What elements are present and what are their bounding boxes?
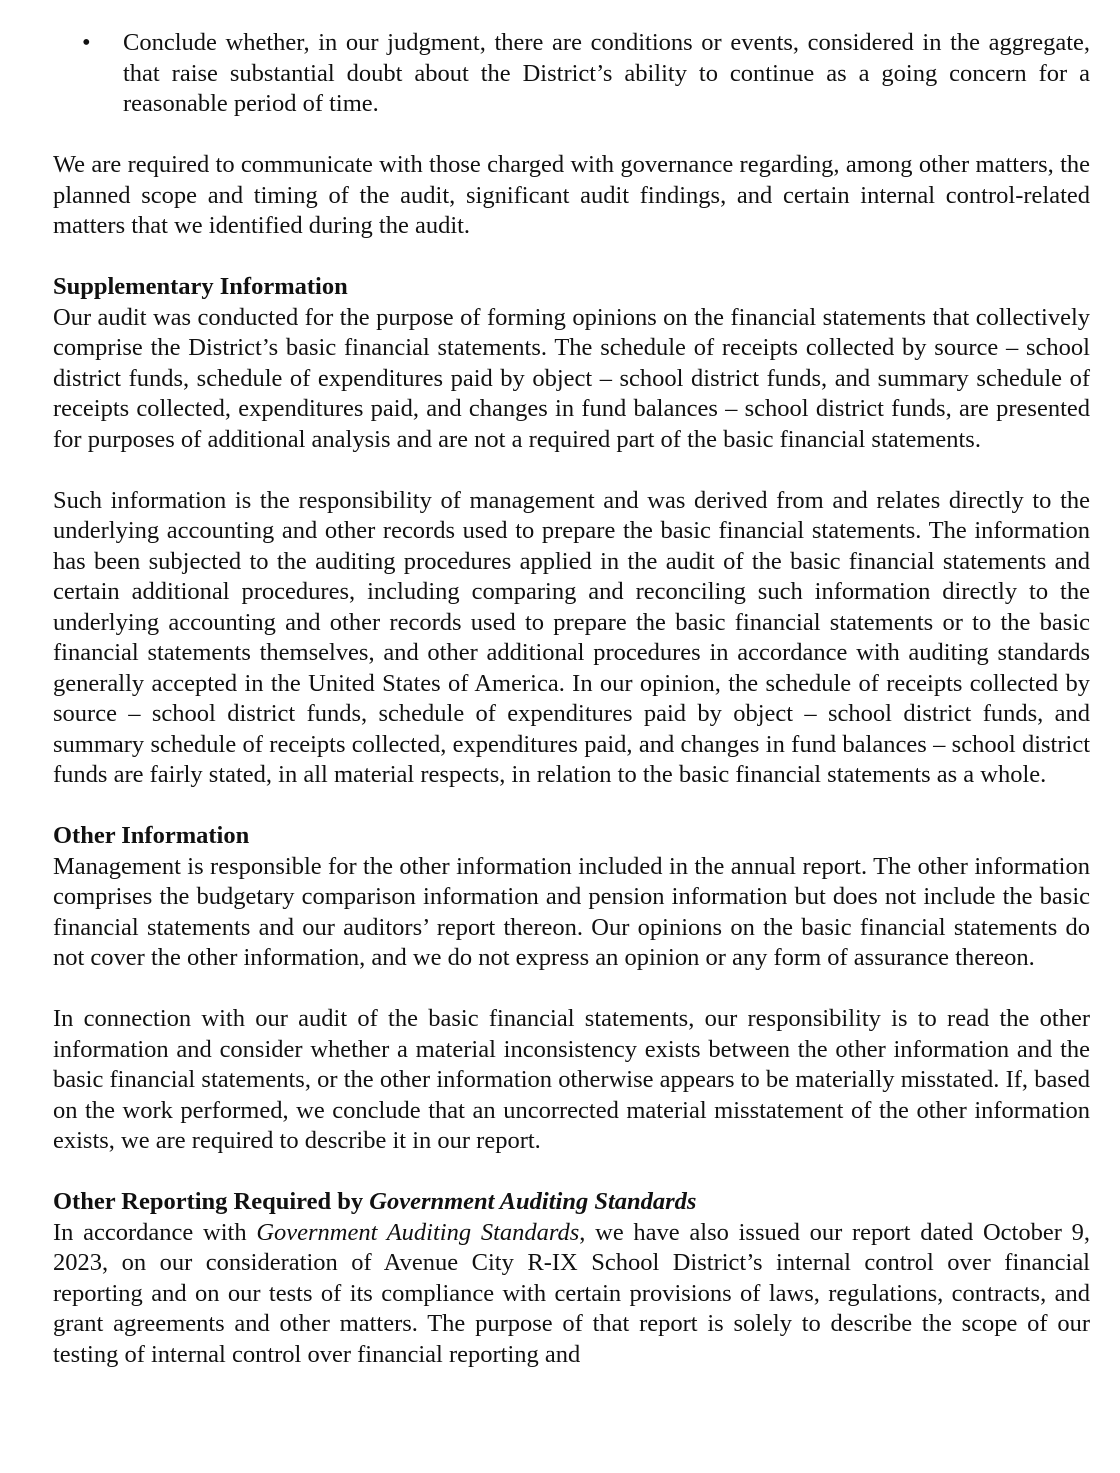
other-reporting-heading-prefix: Other Reporting Required by	[53, 1188, 370, 1215]
supplementary-paragraph-2: Such information is the responsibility of management and was derived from and relates directly to the underlying accounting and other records used to prepare the basic financial statements. The information has been subjected to the auditing procedures applied in the audit of the basic financial statements and certain additional procedures, including comparing and reconciling such information directly to the underlying accounting and other records used to prepare the basic financial statements or to the basic financial statements themselves, and other additional procedures in accordance with auditing standards generally accepted in the United States of America. In our opinion, the schedule of receipts collected by source – school district funds, schedule of expenditures paid by object – school district funds, and summary schedule of receipts collected, expenditures paid, and changes in fund balances – school district funds are fairly stated, in all material respects, in relation to the basic financial statements as a whole.	[53, 486, 1090, 788]
other-reporting-paragraph	[53, 1218, 1090, 1371]
bullet-marker: •	[82, 29, 91, 56]
supplementary-heading: Supplementary Information	[53, 273, 348, 300]
other-information-paragraph-2: In connection with our audit of the basic financial statements, our responsibility is to read the other information and consider whether a material inconsistency exists between the other information and the basic financial statements, or the other information otherwise appears to be materially misstated. If, based on the work performed, we conclude that an uncorrected material misstatement of the other information exists, we are required to describe it in our report.	[53, 1005, 1090, 1154]
other-reporting-heading-italic: Government Auditing Standards	[369, 1188, 697, 1215]
bullet-item	[82, 28, 1090, 120]
other-reporting-heading	[53, 1187, 1090, 1218]
other-information-paragraph-1: Management is responsible for the other information included in the annual report. The other information comprises the budgetary comparison information and pension information but does not include the basic financial statements and our auditors’ report thereon. Our opinions on the basic financial statements do not cover the other information, and we do not express an opinion or any form of assurance thereon.	[53, 852, 1090, 971]
other-information-heading: Other Information	[53, 822, 250, 849]
supplementary-paragraph-1: Our audit was conducted for the purpose of forming opinions on the financial statements that collectively comprise the District’s basic financial statements. The schedule of receipts collected by source – school district funds, schedule of expenditures paid by object – school district funds, and summary schedule of receipts collected, expenditures paid, and changes in fund balances – school district funds, are presented for purposes of additional analysis and are not a required part of the basic financial statements.	[53, 303, 1090, 453]
other-reporting-para-rest: , we have also issued our report dated October 9, 2023, on our consideration of Avenue City R-IX School District’s internal control over financial reporting and on our tests of its compliance with certain provisions of laws, regulations, contracts, and grant agreements and other matters. The purpose of that report is solely to describe the scope of our testing of internal control over financial reporting and	[53, 1218, 1090, 1368]
bullet-text: Conclude whether, in our judgment, there are conditions or events, considered in the aggregate, that raise substantial doubt about the District’s ability to continue as a going concern for a reasonable period of time.	[123, 29, 1090, 117]
other-reporting-para-start: In accordance with	[53, 1218, 257, 1246]
other-reporting-para-italic: Government Auditing Standards	[256, 1218, 580, 1246]
bullet-list	[82, 28, 1090, 120]
governance-paragraph: We are required to communicate with those charged with governance regarding, among other matters, the planned scope and timing of the audit, significant audit findings, and certain internal control-related matters that we identified during the audit.	[53, 151, 1090, 239]
